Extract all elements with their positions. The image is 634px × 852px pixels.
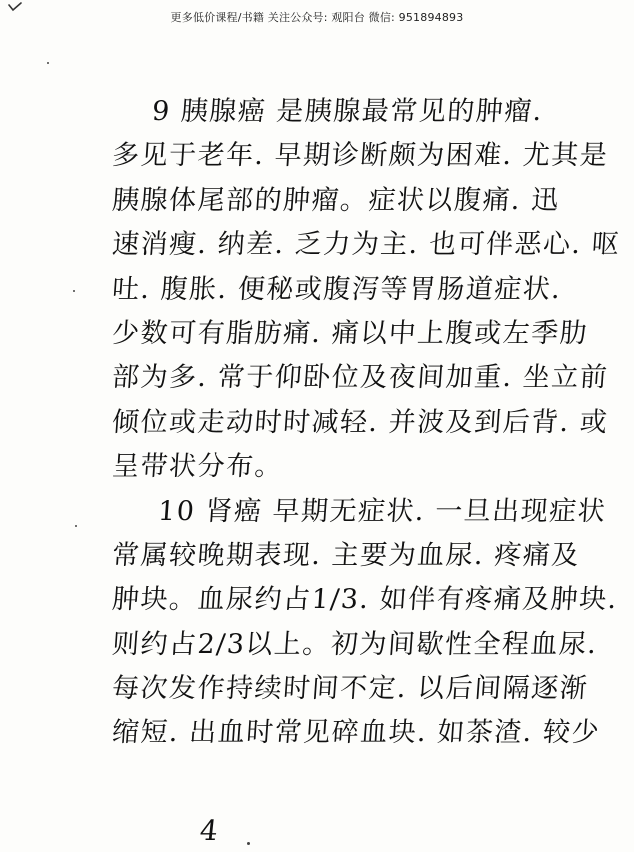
header-watermark-text: 更多低价课程/书籍 关注公众号: 观阳台 微信: 951894893 [170,11,464,24]
handwritten-body [110,90,622,756]
text-line-1: 9 胰腺癌 是胰腺最常见的肿瘤. [150,96,545,127]
text-line-8: 倾位或走动时时减轻. 并波及到后背. 或 [110,406,610,438]
text-line-12: 肿块。血尿约占1/3. 如伴有疼痛及肿块. [110,584,619,616]
text-line-14: 每次发作持续时间不定. 以后间隔逐渐 [110,673,590,705]
scan-speck [73,290,75,292]
text-line-11: 常属较晚期表现. 主要为血尿. 疼痛及 [110,539,581,571]
page-number: 4 [198,814,220,847]
text-line-3: 胰腺体尾部的肿瘤。症状以腹痛. 迅 [110,184,561,216]
text-line-9: 呈带状分布。 [110,451,285,483]
text-line-5: 吐. 腹胀. 便秘或腹泻等胃肠道症状. [110,273,563,305]
scan-speck [47,62,49,64]
scan-speck [75,525,77,527]
text-line-6: 少数可有脂肪痛. 痛以中上腹或左季肋 [110,317,590,349]
text-line-13: 则约占2/3以上。初为间歇性全程血尿. [110,628,599,660]
scan-speck [247,842,250,845]
text-line-15: 缩短. 出血时常见碎血块. 如茶渣. 较少 [110,717,602,749]
text-line-7: 部为多. 常于仰卧位及夜间加重. 坐立前 [110,362,610,394]
text-line-2: 多见于老年. 早期诊断颇为困难. 尤其是 [110,140,610,172]
text-line-4: 速消瘦. 纳差. 乏力为主. 也可伴恶心. 呕 [110,229,622,261]
text-line-10: 10 肾癌 早期无症状. 一旦出现症状 [156,495,608,527]
